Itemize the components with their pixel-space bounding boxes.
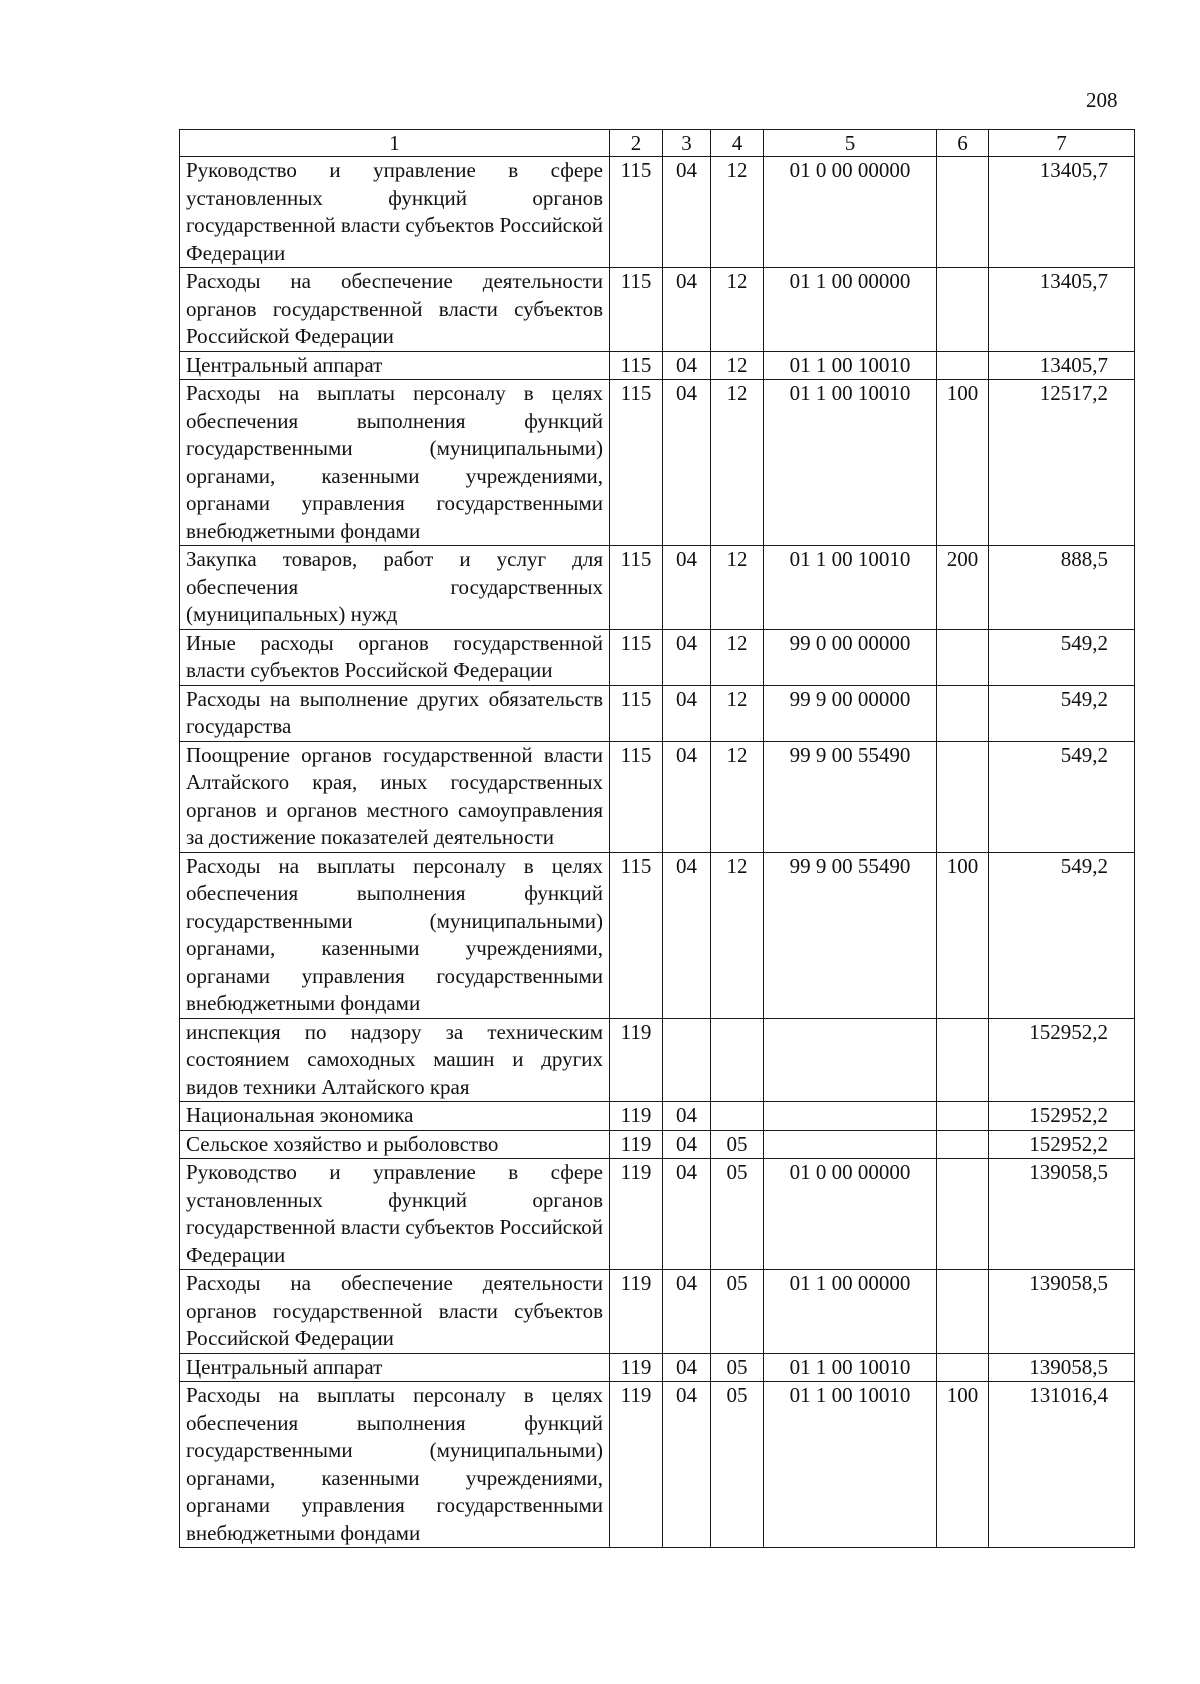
row-col-6 [937, 1102, 989, 1131]
table-row [180, 268, 1135, 352]
row-col-5: 01 1 00 00000 [764, 268, 937, 352]
header-col-4: 4 [711, 130, 764, 157]
row-col-7: 13405,7 [989, 268, 1135, 352]
row-col-2: 119 [610, 1130, 663, 1159]
row-col-5: 99 0 00 00000 [764, 629, 937, 685]
header-col-2: 2 [610, 130, 663, 157]
row-name: Иные расходы органов государственной власти субъектов Российской Федерации [180, 629, 610, 685]
table-row [180, 852, 1135, 1018]
row-col-5: 99 9 00 55490 [764, 741, 937, 852]
row-name: Расходы на выполнение других обязательств государства [180, 685, 610, 741]
row-col-6 [937, 157, 989, 268]
table-row [180, 1270, 1135, 1354]
row-col-6 [937, 629, 989, 685]
row-col-4: 05 [711, 1159, 764, 1270]
row-name: Центральный аппарат [180, 351, 610, 380]
row-col-7: 13405,7 [989, 157, 1135, 268]
table-row [180, 1102, 1135, 1131]
table-row [180, 1353, 1135, 1382]
row-col-6 [937, 1270, 989, 1354]
row-col-3: 04 [663, 351, 711, 380]
header-col-1: 1 [180, 130, 610, 157]
row-col-4: 12 [711, 268, 764, 352]
row-col-6 [937, 268, 989, 352]
table-header [180, 130, 1135, 157]
row-col-5: 99 9 00 55490 [764, 852, 937, 1018]
row-col-2: 115 [610, 741, 663, 852]
row-col-6: 100 [937, 380, 989, 546]
row-col-6 [937, 1018, 989, 1102]
row-col-5 [764, 1018, 937, 1102]
row-col-3: 04 [663, 1102, 711, 1131]
row-col-5: 01 1 00 10010 [764, 351, 937, 380]
header-row [180, 130, 1135, 157]
row-col-5: 01 0 00 00000 [764, 1159, 937, 1270]
page-number: 208 [1086, 88, 1118, 112]
row-col-7: 549,2 [989, 685, 1135, 741]
row-col-7: 888,5 [989, 546, 1135, 630]
row-col-5 [764, 1130, 937, 1159]
row-col-6 [937, 1353, 989, 1382]
row-col-4: 05 [711, 1270, 764, 1354]
row-col-5: 01 1 00 10010 [764, 380, 937, 546]
row-col-3: 04 [663, 1159, 711, 1270]
row-name: Расходы на выплаты персоналу в целях обеспечения выполнения функций государственными (муниципальными) органами, казенными учреждениями, органами управления государственными внебюджетными фондами [180, 380, 610, 546]
row-col-7: 13405,7 [989, 351, 1135, 380]
header-col-3: 3 [663, 130, 711, 157]
header-col-7: 7 [989, 130, 1135, 157]
row-name: Расходы на обеспечение деятельности органов государственной власти субъектов Российской Федерации [180, 1270, 610, 1354]
row-col-7: 152952,2 [989, 1018, 1135, 1102]
row-col-2: 119 [610, 1159, 663, 1270]
table-row [180, 157, 1135, 268]
row-col-6: 100 [937, 1382, 989, 1548]
table-row [180, 741, 1135, 852]
row-col-6 [937, 685, 989, 741]
row-col-6: 200 [937, 546, 989, 630]
row-col-3: 04 [663, 1382, 711, 1548]
row-name: Расходы на выплаты персоналу в целях обеспечения выполнения функций государственными (муниципальными) органами, казенными учреждениями, органами управления государственными внебюджетными фондами [180, 852, 610, 1018]
row-col-3: 04 [663, 546, 711, 630]
row-col-7: 139058,5 [989, 1159, 1135, 1270]
row-name: Руководство и управление в сфере установленных функций органов государственной власти субъектов Российской Федерации [180, 157, 610, 268]
row-col-3: 04 [663, 1353, 711, 1382]
row-col-2: 115 [610, 852, 663, 1018]
row-col-7: 12517,2 [989, 380, 1135, 546]
row-col-3: 04 [663, 629, 711, 685]
row-col-4: 12 [711, 685, 764, 741]
table-row [180, 685, 1135, 741]
row-col-6: 100 [937, 852, 989, 1018]
table-row [180, 1130, 1135, 1159]
row-name: инспекция по надзору за техническим состоянием самоходных машин и других видов техники Алтайского края [180, 1018, 610, 1102]
row-col-6 [937, 351, 989, 380]
budget-table [179, 129, 1135, 1548]
row-col-3 [663, 1018, 711, 1102]
row-col-6 [937, 1130, 989, 1159]
row-col-2: 119 [610, 1102, 663, 1131]
row-col-5: 01 1 00 10010 [764, 1353, 937, 1382]
row-col-3: 04 [663, 157, 711, 268]
row-col-5: 99 9 00 00000 [764, 685, 937, 741]
row-col-4: 12 [711, 629, 764, 685]
row-col-2: 115 [610, 268, 663, 352]
row-col-5 [764, 1102, 937, 1131]
header-col-6: 6 [937, 130, 989, 157]
row-name: Руководство и управление в сфере установленных функций органов государственной власти субъектов Российской Федерации [180, 1159, 610, 1270]
row-col-4: 05 [711, 1382, 764, 1548]
row-col-2: 119 [610, 1382, 663, 1548]
row-col-4: 12 [711, 351, 764, 380]
row-col-3: 04 [663, 1270, 711, 1354]
row-name: Расходы на выплаты персоналу в целях обеспечения выполнения функций государственными (муниципальными) органами, казенными учреждениями, органами управления государственными внебюджетными фондами [180, 1382, 610, 1548]
row-col-4: 05 [711, 1130, 764, 1159]
row-col-2: 115 [610, 685, 663, 741]
row-col-4: 12 [711, 380, 764, 546]
row-col-4 [711, 1102, 764, 1131]
row-name: Сельское хозяйство и рыболовство [180, 1130, 610, 1159]
row-col-2: 115 [610, 157, 663, 268]
row-col-7: 549,2 [989, 852, 1135, 1018]
row-col-7: 549,2 [989, 741, 1135, 852]
table-row [180, 546, 1135, 630]
row-col-2: 119 [610, 1018, 663, 1102]
row-col-6 [937, 741, 989, 852]
row-col-3: 04 [663, 1130, 711, 1159]
row-col-7: 152952,2 [989, 1130, 1135, 1159]
row-col-4: 12 [711, 741, 764, 852]
row-col-7: 139058,5 [989, 1270, 1135, 1354]
row-col-4: 12 [711, 546, 764, 630]
row-name: Центральный аппарат [180, 1353, 610, 1382]
row-name: Закупка товаров, работ и услуг для обеспечения государственных (муниципальных) нужд [180, 546, 610, 630]
row-col-7: 549,2 [989, 629, 1135, 685]
table-row [180, 380, 1135, 546]
row-col-5: 01 0 00 00000 [764, 157, 937, 268]
row-col-2: 115 [610, 380, 663, 546]
row-col-5: 01 1 00 10010 [764, 1382, 937, 1548]
row-col-3: 04 [663, 741, 711, 852]
row-col-3: 04 [663, 380, 711, 546]
row-name: Национальная экономика [180, 1102, 610, 1131]
row-col-2: 115 [610, 629, 663, 685]
row-col-7: 139058,5 [989, 1353, 1135, 1382]
row-col-2: 115 [610, 546, 663, 630]
table-row [180, 629, 1135, 685]
row-col-3: 04 [663, 852, 711, 1018]
table-row [180, 351, 1135, 380]
row-col-2: 115 [610, 351, 663, 380]
row-col-5: 01 1 00 10010 [764, 546, 937, 630]
row-col-2: 119 [610, 1353, 663, 1382]
header-col-5: 5 [764, 130, 937, 157]
row-col-4 [711, 1018, 764, 1102]
row-name: Расходы на обеспечение деятельности органов государственной власти субъектов Российской Федерации [180, 268, 610, 352]
row-col-6 [937, 1159, 989, 1270]
row-col-3: 04 [663, 685, 711, 741]
table-body [180, 157, 1135, 1548]
table-row [180, 1159, 1135, 1270]
row-col-3: 04 [663, 268, 711, 352]
table-row [180, 1018, 1135, 1102]
row-col-4: 12 [711, 852, 764, 1018]
row-col-4: 12 [711, 157, 764, 268]
table-row [180, 1382, 1135, 1548]
row-col-4: 05 [711, 1353, 764, 1382]
row-col-7: 152952,2 [989, 1102, 1135, 1131]
row-col-7: 131016,4 [989, 1382, 1135, 1548]
row-col-5: 01 1 00 00000 [764, 1270, 937, 1354]
row-col-2: 119 [610, 1270, 663, 1354]
row-name: Поощрение органов государственной власти Алтайского края, иных государственных органов и органов местного самоуправления за достижение показателей деятельности [180, 741, 610, 852]
